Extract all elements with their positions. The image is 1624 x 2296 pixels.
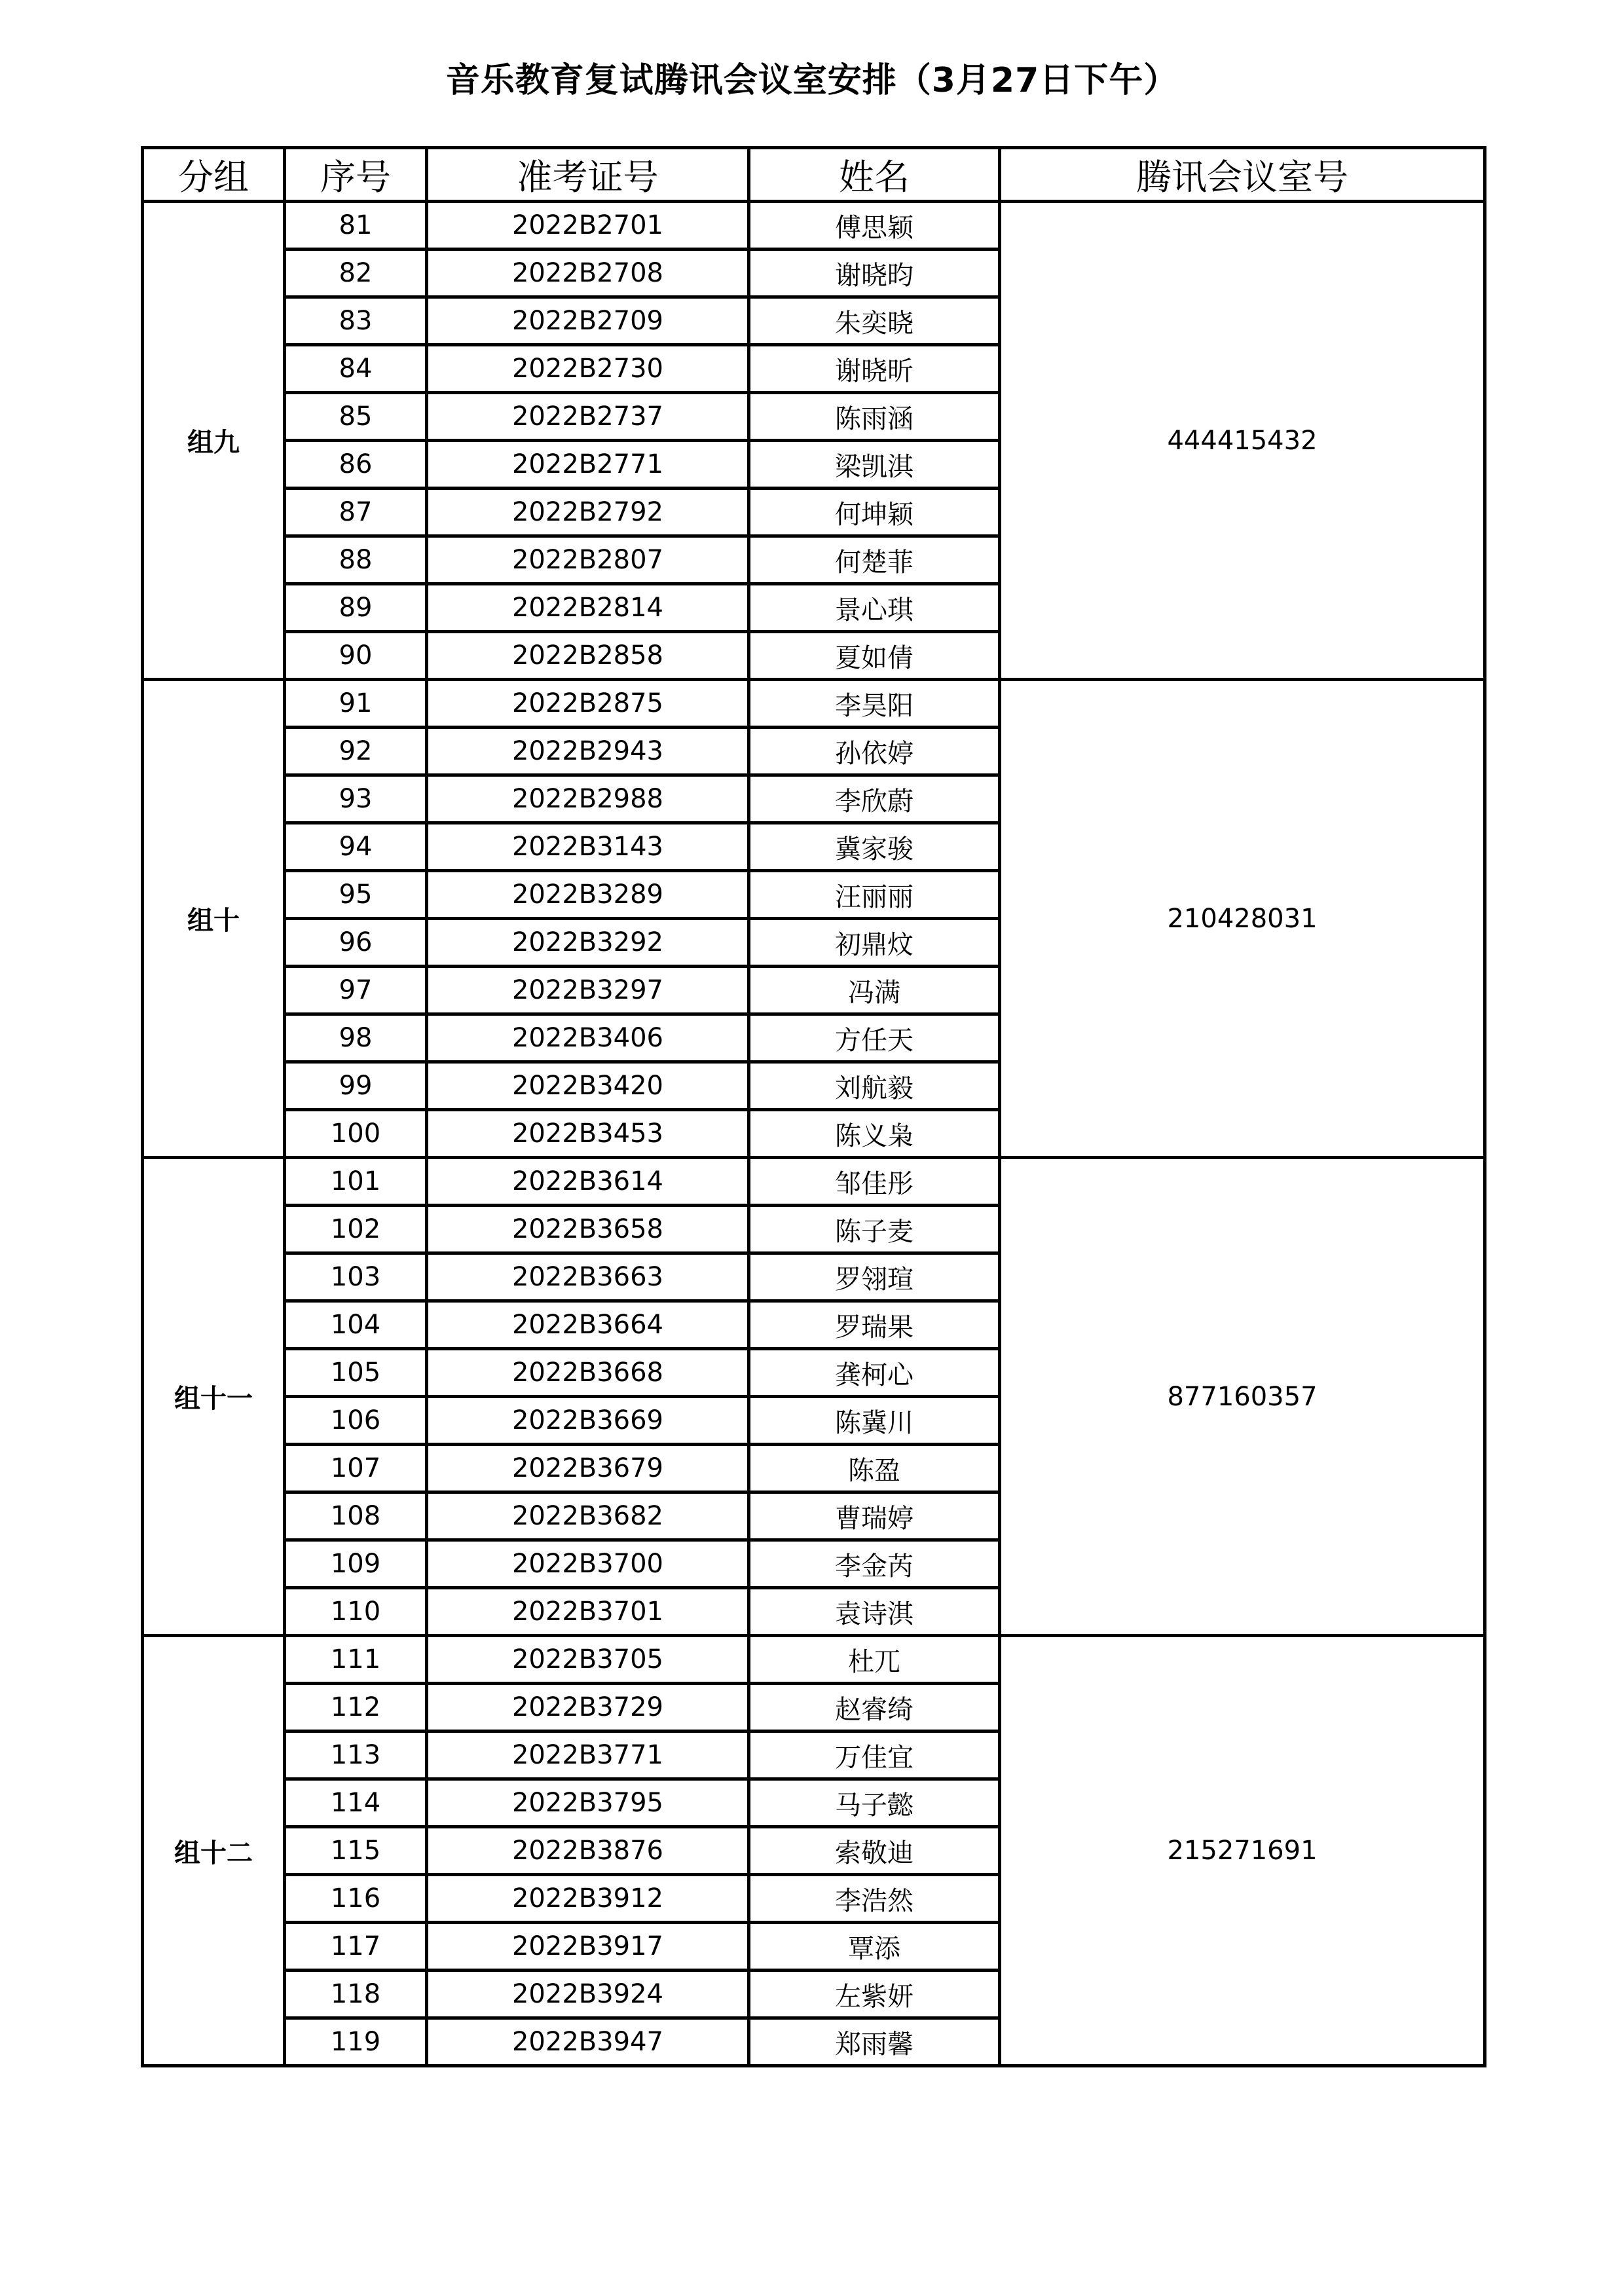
exam-id-cell: 2022B3663 <box>427 1253 749 1301</box>
seq-cell: 106 <box>285 1397 427 1445</box>
seq-cell: 107 <box>285 1445 427 1492</box>
header-exam-id: 准考证号 <box>427 148 749 202</box>
name-cell: 曹瑞婷 <box>749 1492 1000 1540</box>
seq-cell: 96 <box>285 919 427 967</box>
seq-cell: 117 <box>285 1923 427 1971</box>
name-cell: 李浩然 <box>749 1875 1000 1923</box>
header-room: 腾讯会议室号 <box>1000 148 1485 202</box>
name-cell: 龚柯心 <box>749 1349 1000 1397</box>
exam-id-cell: 2022B3682 <box>427 1492 749 1540</box>
exam-id-cell: 2022B2708 <box>427 250 749 297</box>
exam-id-cell: 2022B2858 <box>427 632 749 680</box>
seq-cell: 113 <box>285 1731 427 1779</box>
exam-id-cell: 2022B2875 <box>427 680 749 728</box>
name-cell: 谢晓昕 <box>749 345 1000 393</box>
seq-cell: 84 <box>285 345 427 393</box>
name-cell: 李欣蔚 <box>749 775 1000 823</box>
header-name: 姓名 <box>749 148 1000 202</box>
seq-cell: 111 <box>285 1636 427 1684</box>
seq-cell: 83 <box>285 297 427 345</box>
exam-id-cell: 2022B2730 <box>427 345 749 393</box>
name-cell: 陈义枭 <box>749 1110 1000 1158</box>
seq-cell: 90 <box>285 632 427 680</box>
exam-id-cell: 2022B3658 <box>427 1206 749 1253</box>
seq-cell: 93 <box>285 775 427 823</box>
exam-id-cell: 2022B3876 <box>427 1827 749 1875</box>
table-row <box>143 680 1485 728</box>
name-cell: 马子懿 <box>749 1779 1000 1827</box>
seq-cell: 114 <box>285 1779 427 1827</box>
exam-id-cell: 2022B3705 <box>427 1636 749 1684</box>
exam-id-cell: 2022B3664 <box>427 1301 749 1349</box>
name-cell: 傅思颖 <box>749 202 1000 250</box>
exam-id-cell: 2022B2807 <box>427 536 749 584</box>
name-cell: 景心琪 <box>749 584 1000 632</box>
name-cell: 陈冀川 <box>749 1397 1000 1445</box>
exam-id-cell: 2022B3668 <box>427 1349 749 1397</box>
table-row <box>143 1636 1485 1684</box>
name-cell: 夏如倩 <box>749 632 1000 680</box>
meeting-room-number: 210428031 <box>1000 680 1485 1158</box>
meeting-room-number: 215271691 <box>1000 1636 1485 2066</box>
seq-cell: 88 <box>285 536 427 584</box>
name-cell: 初鼎炆 <box>749 919 1000 967</box>
name-cell: 陈盈 <box>749 1445 1000 1492</box>
seq-cell: 116 <box>285 1875 427 1923</box>
name-cell: 罗翎瑄 <box>749 1253 1000 1301</box>
seq-cell: 115 <box>285 1827 427 1875</box>
seq-cell: 108 <box>285 1492 427 1540</box>
exam-id-cell: 2022B3453 <box>427 1110 749 1158</box>
seq-cell: 92 <box>285 728 427 775</box>
exam-id-cell: 2022B3795 <box>427 1779 749 1827</box>
exam-id-cell: 2022B3771 <box>427 1731 749 1779</box>
name-cell: 郑雨馨 <box>749 2018 1000 2066</box>
name-cell: 李昊阳 <box>749 680 1000 728</box>
seq-cell: 81 <box>285 202 427 250</box>
seq-cell: 104 <box>285 1301 427 1349</box>
name-cell: 陈子麦 <box>749 1206 1000 1253</box>
name-cell: 万佳宜 <box>749 1731 1000 1779</box>
exam-id-cell: 2022B3917 <box>427 1923 749 1971</box>
header-seq: 序号 <box>285 148 427 202</box>
seq-cell: 91 <box>285 680 427 728</box>
seq-cell: 118 <box>285 1971 427 2018</box>
name-cell: 刘航毅 <box>749 1062 1000 1110</box>
seq-cell: 103 <box>285 1253 427 1301</box>
group-label: 组九 <box>143 202 285 680</box>
group-label: 组十 <box>143 680 285 1158</box>
exam-id-cell: 2022B3614 <box>427 1158 749 1206</box>
group-label: 组十一 <box>143 1158 285 1636</box>
exam-id-cell: 2022B3947 <box>427 2018 749 2066</box>
seq-cell: 112 <box>285 1684 427 1731</box>
exam-id-cell: 2022B2792 <box>427 489 749 536</box>
name-cell: 李金芮 <box>749 1540 1000 1588</box>
seq-cell: 119 <box>285 2018 427 2066</box>
seq-cell: 105 <box>285 1349 427 1397</box>
exam-id-cell: 2022B3143 <box>427 823 749 871</box>
name-cell: 罗瑞果 <box>749 1301 1000 1349</box>
name-cell: 赵睿绮 <box>749 1684 1000 1731</box>
seq-cell: 98 <box>285 1014 427 1062</box>
seq-cell: 82 <box>285 250 427 297</box>
table-row <box>143 202 1485 250</box>
exam-id-cell: 2022B2943 <box>427 728 749 775</box>
seq-cell: 99 <box>285 1062 427 1110</box>
exam-id-cell: 2022B3669 <box>427 1397 749 1445</box>
name-cell: 汪丽丽 <box>749 871 1000 919</box>
seq-cell: 97 <box>285 967 427 1014</box>
exam-id-cell: 2022B2701 <box>427 202 749 250</box>
seq-cell: 109 <box>285 1540 427 1588</box>
exam-id-cell: 2022B3406 <box>427 1014 749 1062</box>
exam-id-cell: 2022B3420 <box>427 1062 749 1110</box>
name-cell: 左紫妍 <box>749 1971 1000 2018</box>
name-cell: 梁凯淇 <box>749 441 1000 489</box>
exam-id-cell: 2022B3912 <box>427 1875 749 1923</box>
group-label: 组十二 <box>143 1636 285 2066</box>
table-row <box>143 1158 1485 1206</box>
name-cell: 方任天 <box>749 1014 1000 1062</box>
exam-id-cell: 2022B3292 <box>427 919 749 967</box>
table-body <box>143 202 1485 2066</box>
name-cell: 谢晓昀 <box>749 250 1000 297</box>
seq-cell: 85 <box>285 393 427 441</box>
meeting-room-number: 444415432 <box>1000 202 1485 680</box>
name-cell: 邹佳彤 <box>749 1158 1000 1206</box>
name-cell: 索敬迪 <box>749 1827 1000 1875</box>
name-cell: 冯满 <box>749 967 1000 1014</box>
name-cell: 覃添 <box>749 1923 1000 1971</box>
exam-id-cell: 2022B3924 <box>427 1971 749 2018</box>
seq-cell: 86 <box>285 441 427 489</box>
seq-cell: 94 <box>285 823 427 871</box>
meeting-room-number: 877160357 <box>1000 1158 1485 1636</box>
name-cell: 何坤颖 <box>749 489 1000 536</box>
name-cell: 陈雨涵 <box>749 393 1000 441</box>
name-cell: 朱奕晓 <box>749 297 1000 345</box>
header-row <box>143 148 1485 202</box>
exam-id-cell: 2022B2988 <box>427 775 749 823</box>
seq-cell: 89 <box>285 584 427 632</box>
exam-id-cell: 2022B3729 <box>427 1684 749 1731</box>
name-cell: 何楚菲 <box>749 536 1000 584</box>
exam-id-cell: 2022B3679 <box>427 1445 749 1492</box>
seq-cell: 102 <box>285 1206 427 1253</box>
exam-id-cell: 2022B2814 <box>427 584 749 632</box>
exam-id-cell: 2022B3297 <box>427 967 749 1014</box>
exam-id-cell: 2022B3289 <box>427 871 749 919</box>
schedule-table <box>141 146 1486 2067</box>
name-cell: 孙依婷 <box>749 728 1000 775</box>
exam-id-cell: 2022B2771 <box>427 441 749 489</box>
header-group: 分组 <box>143 148 285 202</box>
seq-cell: 101 <box>285 1158 427 1206</box>
exam-id-cell: 2022B3701 <box>427 1588 749 1636</box>
page-title: 音乐教育复试腾讯会议室安排（3月27日下午） <box>445 61 1179 100</box>
exam-id-cell: 2022B2737 <box>427 393 749 441</box>
seq-cell: 95 <box>285 871 427 919</box>
name-cell: 袁诗淇 <box>749 1588 1000 1636</box>
seq-cell: 110 <box>285 1588 427 1636</box>
name-cell: 冀家骏 <box>749 823 1000 871</box>
name-cell: 杜兀 <box>749 1636 1000 1684</box>
exam-id-cell: 2022B3700 <box>427 1540 749 1588</box>
seq-cell: 87 <box>285 489 427 536</box>
seq-cell: 100 <box>285 1110 427 1158</box>
exam-id-cell: 2022B2709 <box>427 297 749 345</box>
